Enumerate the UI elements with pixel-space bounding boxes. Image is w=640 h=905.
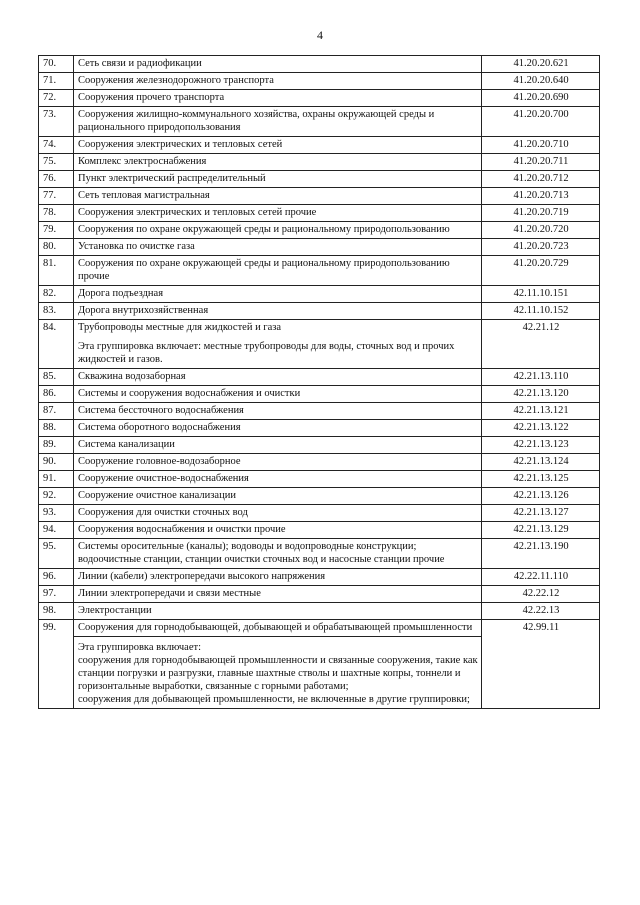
- table-row: [39, 171, 600, 188]
- row-name: Сооружения по охране окружающей среды и рациональному природопользованию прочие: [74, 256, 482, 286]
- row-number: 96.: [39, 569, 74, 586]
- row-name: Сооружения по охране окружающей среды и рациональному природопользованию: [74, 222, 482, 239]
- row-number: 97.: [39, 586, 74, 603]
- table-row: [39, 107, 600, 137]
- row-number: 86.: [39, 386, 74, 403]
- row-number: 81.: [39, 256, 74, 286]
- table-row: [39, 586, 600, 603]
- row-code: 41.20.20.621: [482, 56, 600, 73]
- row-name: Дорога внутрихозяйственная: [74, 303, 482, 320]
- row-number: 85.: [39, 369, 74, 386]
- table-row: [39, 620, 600, 637]
- row-name: Сооружения жилищно-коммунального хозяйства, охраны окружающей среды и рационального природопользования: [74, 107, 482, 137]
- row-code: 42.21.13.125: [482, 471, 600, 488]
- row-code: 41.20.20.723: [482, 239, 600, 256]
- row-number: 91.: [39, 471, 74, 488]
- row-number: 72.: [39, 90, 74, 107]
- table-row: [39, 505, 600, 522]
- table-row: [39, 90, 600, 107]
- table-row: [39, 369, 600, 386]
- row-number: 76.: [39, 171, 74, 188]
- row-number: 90.: [39, 454, 74, 471]
- row-number: 89.: [39, 437, 74, 454]
- row-name-text: Трубопроводы местные для жидкостей и газа: [78, 322, 282, 333]
- row-name: Установка по очистке газа: [74, 239, 482, 256]
- row-name: Сооружение головное-водозаборное: [74, 454, 482, 471]
- row-number: 88.: [39, 420, 74, 437]
- table-row: [39, 471, 600, 488]
- table-row: [39, 488, 600, 505]
- row-name: Линии электропередачи и связи местные: [74, 586, 482, 603]
- row-number: 93.: [39, 505, 74, 522]
- row-code: 41.20.20.719: [482, 205, 600, 222]
- table-row: [39, 437, 600, 454]
- row-code: 41.20.20.640: [482, 73, 600, 90]
- table-row: [39, 603, 600, 620]
- row-code: 42.21.13.122: [482, 420, 600, 437]
- row-code: 42.21.13.110: [482, 369, 600, 386]
- table-row: [39, 73, 600, 90]
- row-number: 78.: [39, 205, 74, 222]
- row-name: Электростанции: [74, 603, 482, 620]
- row-name: Системы и сооружения водоснабжения и очистки: [74, 386, 482, 403]
- table-row: [39, 188, 600, 205]
- row-number: 99.: [39, 620, 74, 709]
- row-number: 70.: [39, 56, 74, 73]
- table-row: [39, 286, 600, 303]
- row-code: 41.20.20.712: [482, 171, 600, 188]
- row-number: 82.: [39, 286, 74, 303]
- row-number: 79.: [39, 222, 74, 239]
- table-body: [39, 56, 600, 709]
- row-code: 42.99.11: [482, 620, 600, 709]
- row-number: 92.: [39, 488, 74, 505]
- table-row: [39, 303, 600, 320]
- row-code: 41.20.20.710: [482, 137, 600, 154]
- row-name: Комплекс электроснабжения: [74, 154, 482, 171]
- table-row: [39, 454, 600, 471]
- row-name: Сеть связи и радиофикации: [74, 56, 482, 73]
- row-code: 41.20.20.711: [482, 154, 600, 171]
- row-name: Сооружения электрических и тепловых сетей прочие: [74, 205, 482, 222]
- row-code: 42.21.13.127: [482, 505, 600, 522]
- row-name: Системы оросительные (каналы); водоводы и водопроводные конструкции; водоочистные станции, станции очистки сточных вод и насосные станции прочие: [74, 539, 482, 569]
- page-number: 4: [317, 28, 323, 42]
- table-row: [39, 137, 600, 154]
- row-name: Дорога подъездная: [74, 286, 482, 303]
- table-row: [39, 320, 600, 369]
- row-name: Система оборотного водоснабжения: [74, 420, 482, 437]
- row-code: 42.22.13: [482, 603, 600, 620]
- row-code: 41.20.20.690: [482, 90, 600, 107]
- row-number: 75.: [39, 154, 74, 171]
- table-row: [39, 56, 600, 73]
- row-code: 41.20.20.713: [482, 188, 600, 205]
- row-name: Линии (кабели) электропередачи высокого напряжения: [74, 569, 482, 586]
- row-code: 42.11.10.151: [482, 286, 600, 303]
- row-code: 41.20.20.729: [482, 256, 600, 286]
- row-code: 41.20.20.720: [482, 222, 600, 239]
- table-row: [39, 569, 600, 586]
- row-name: Сооружения электрических и тепловых сетей: [74, 137, 482, 154]
- table-row: [39, 239, 600, 256]
- row-number: 80.: [39, 239, 74, 256]
- row-name: Пункт электрический распределительный: [74, 171, 482, 188]
- row-code: 42.21.13.120: [482, 386, 600, 403]
- row-name: Сооружение очистное канализации: [74, 488, 482, 505]
- row-name: Скважина водозаборная: [74, 369, 482, 386]
- row-number: 71.: [39, 73, 74, 90]
- row-code: 42.21.13.126: [482, 488, 600, 505]
- row-number: 74.: [39, 137, 74, 154]
- row-code: 42.22.11.110: [482, 569, 600, 586]
- row-name: Сооружения для горнодобывающей, добывающей и обрабатывающей промышленности: [74, 620, 482, 637]
- row-number: 83.: [39, 303, 74, 320]
- row-code: 42.21.13.190: [482, 539, 600, 569]
- row-code: 42.21.13.124: [482, 454, 600, 471]
- table-row: [39, 222, 600, 239]
- table-row: [39, 205, 600, 222]
- table-row: [39, 403, 600, 420]
- row-number: 95.: [39, 539, 74, 569]
- row-name: Система канализации: [74, 437, 482, 454]
- row-number: 73.: [39, 107, 74, 137]
- row-code: 41.20.20.700: [482, 107, 600, 137]
- table-row: [39, 539, 600, 569]
- row-number: 77.: [39, 188, 74, 205]
- row-number: 84.: [39, 320, 74, 369]
- row-name: Сооружения водоснабжения и очистки прочие: [74, 522, 482, 539]
- row-note: Эта группировка включает: местные трубопроводы для воды, сточных вод и прочих жидкостей и газов.: [78, 341, 455, 365]
- row-number: 94.: [39, 522, 74, 539]
- table-row: [39, 256, 600, 286]
- row-code: 42.11.10.152: [482, 303, 600, 320]
- row-name: Система бессточного водоснабжения: [74, 403, 482, 420]
- row-name: Сооружение очистное-водоснабжения: [74, 471, 482, 488]
- table-row: [39, 154, 600, 171]
- row-code: 42.22.12: [482, 586, 600, 603]
- row-code: 42.21.13.123: [482, 437, 600, 454]
- row-code: 42.21.12: [482, 320, 600, 369]
- classifier-table: [38, 55, 600, 709]
- row-note: Эта группировка включает: сооружения для горнодобывающей промышленности и связанные сооружения, такие как станции погрузки и разгрузки, главные шахтные стволы и шахтные копры, тоннели и горизонтальные выработки, связанные с горными работами; сооружения для добывающей промышленности, не включенные в другие группировки;: [74, 637, 482, 709]
- row-code: 42.21.13.129: [482, 522, 600, 539]
- row-code: 42.21.13.121: [482, 403, 600, 420]
- row-name: Сооружения прочего транспорта: [74, 90, 482, 107]
- row-name: Сеть тепловая магистральная: [74, 188, 482, 205]
- table-row: [39, 522, 600, 539]
- row-name: Сооружения для очистки сточных вод: [74, 505, 482, 522]
- row-name: [74, 320, 482, 369]
- table-row: [39, 420, 600, 437]
- table-row: [39, 386, 600, 403]
- row-number: 98.: [39, 603, 74, 620]
- row-number: 87.: [39, 403, 74, 420]
- row-name: Сооружения железнодорожного транспорта: [74, 73, 482, 90]
